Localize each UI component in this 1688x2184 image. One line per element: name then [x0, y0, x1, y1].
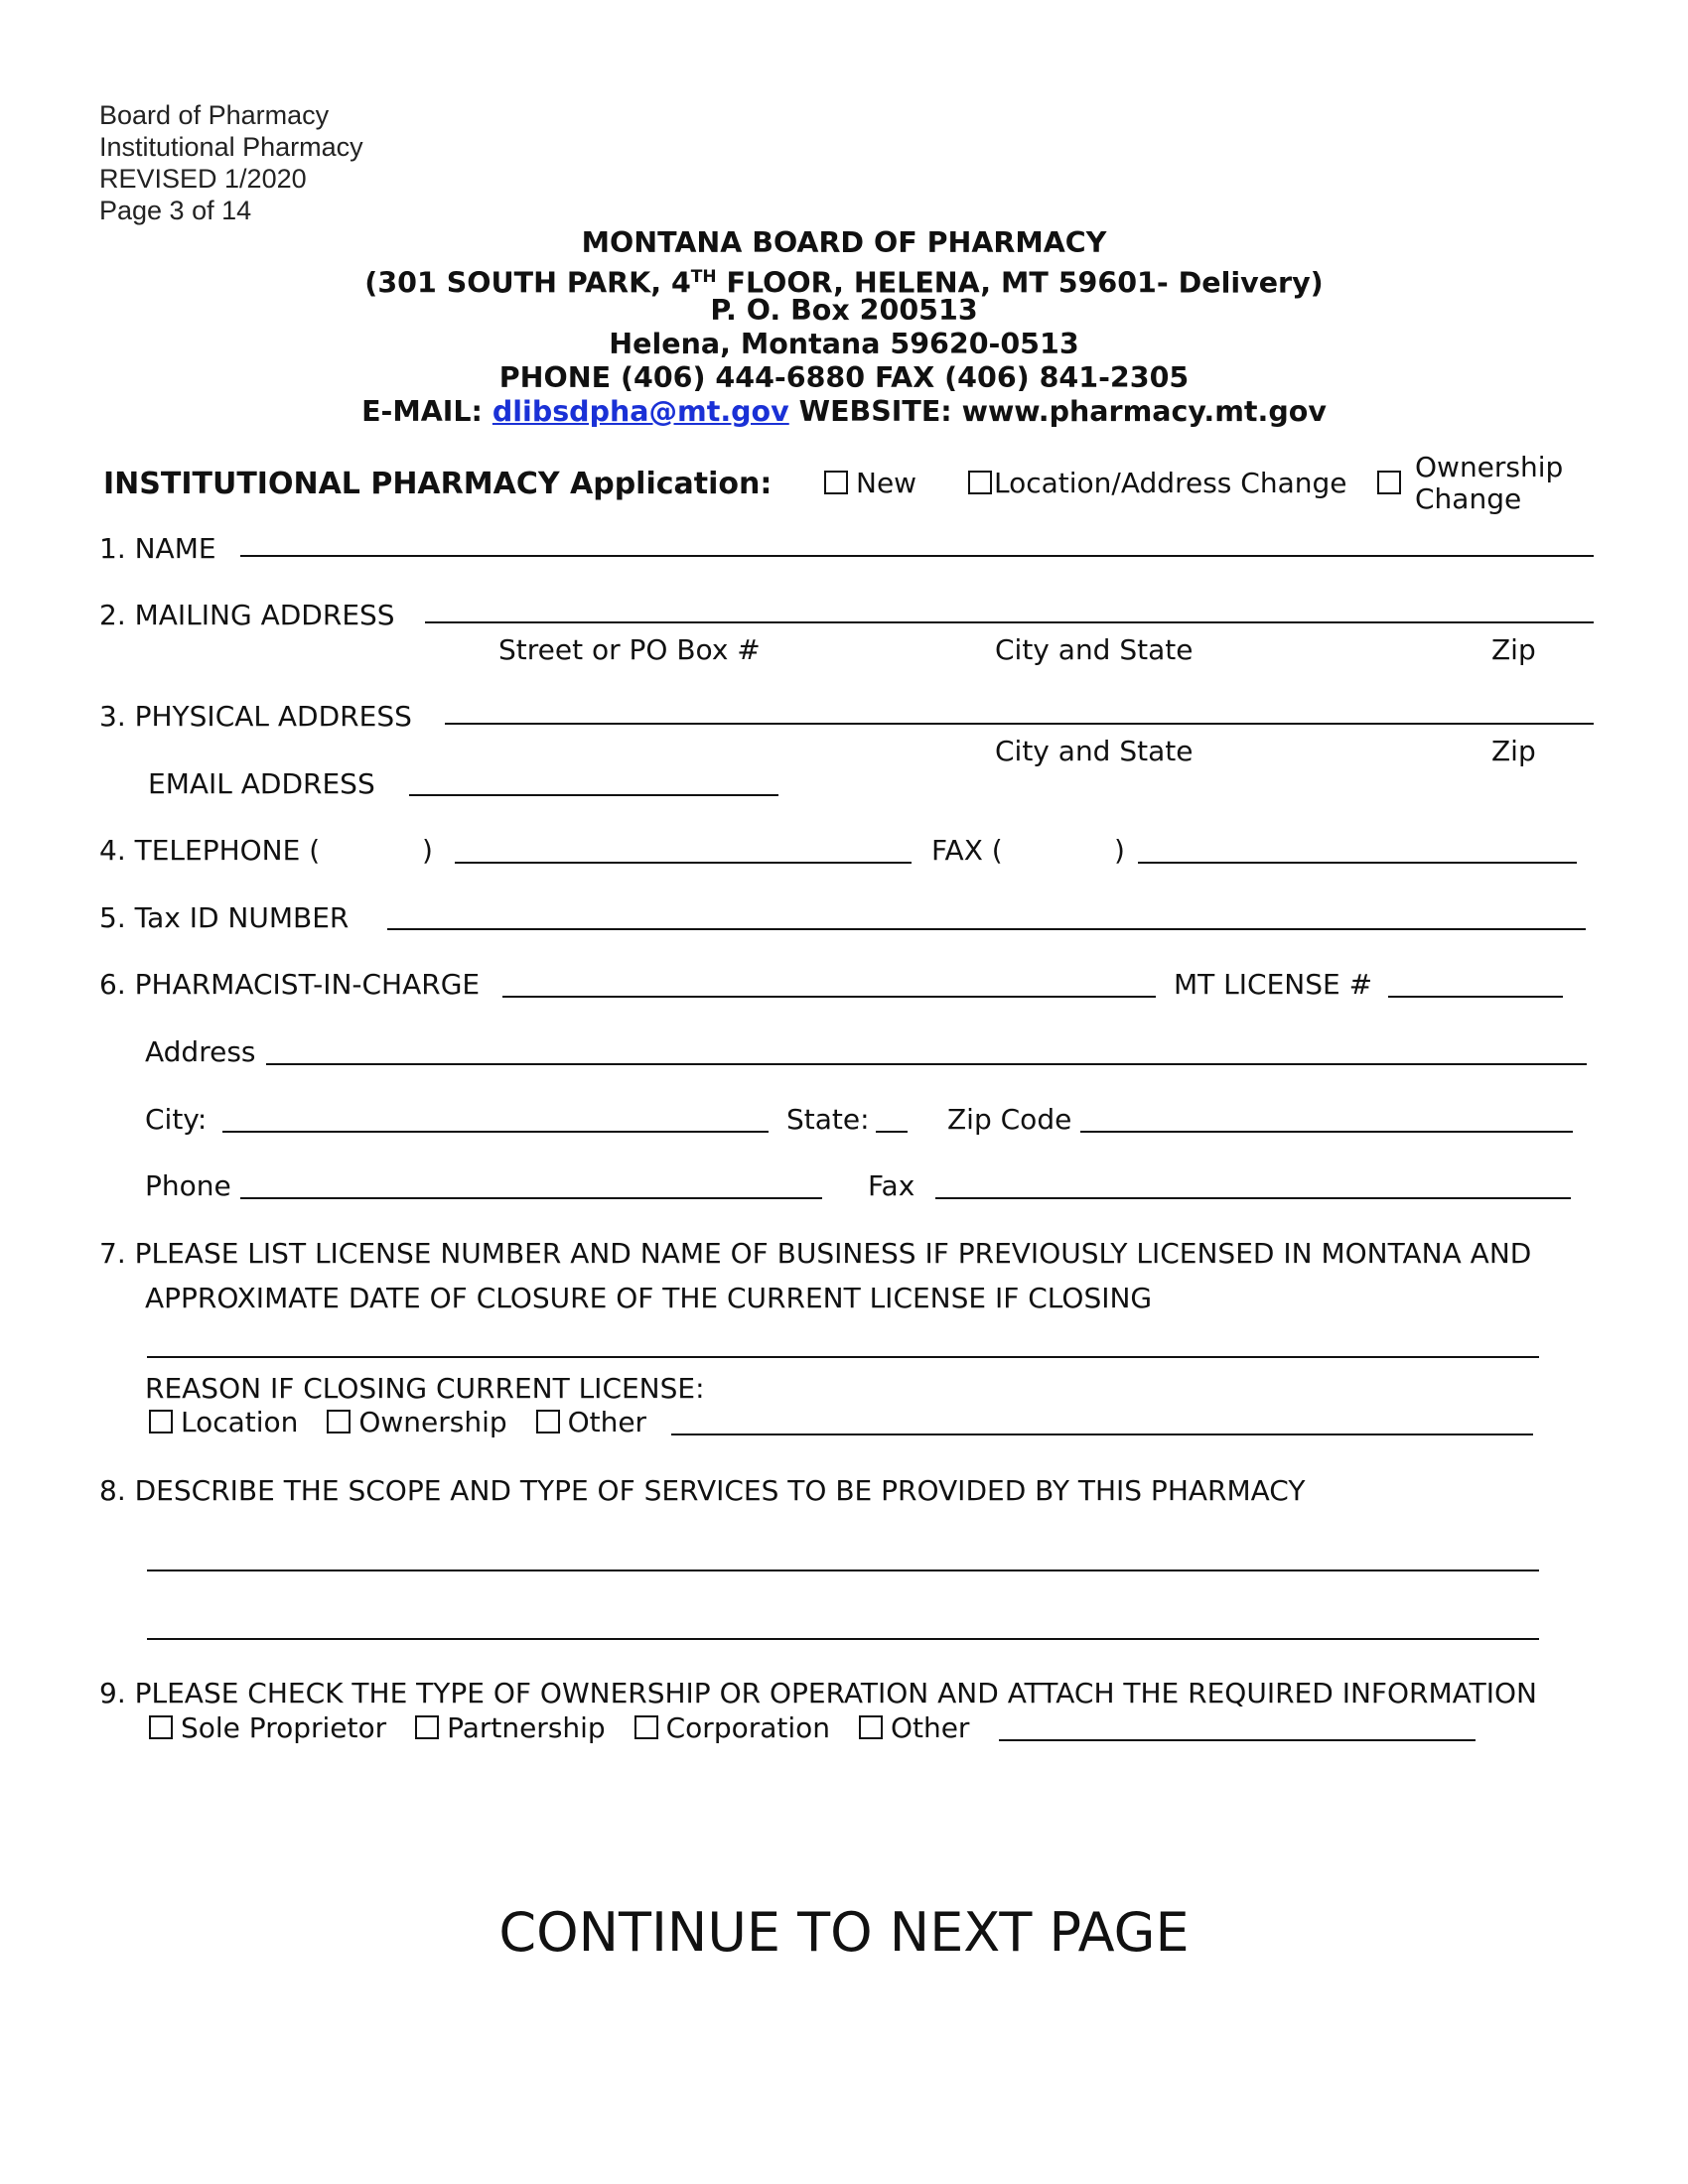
pic-city-line[interactable]	[222, 1131, 769, 1133]
q9-option-sole-proprietor[interactable]: Sole Proprietor	[149, 1711, 386, 1744]
checkbox-other[interactable]	[536, 1410, 560, 1433]
q7-other-line[interactable]	[671, 1433, 1533, 1435]
q7-option-other[interactable]: Other	[536, 1406, 647, 1438]
board-title: MONTANA BOARD OF PHARMACY	[581, 226, 1107, 259]
meta-board: Board of Pharmacy	[99, 100, 330, 130]
mailing-city: Helena, Montana 59620-0513	[609, 328, 1079, 360]
pic-address-label: Address	[145, 1035, 256, 1068]
q7-line2: APPROXIMATE DATE OF CLOSURE OF THE CURRENT LICENSE IF CLOSING	[145, 1282, 1153, 1314]
q8-answer-line-1[interactable]	[147, 1570, 1539, 1571]
pic-state-label: State:	[786, 1103, 870, 1136]
option-location-change[interactable]: Location/Address Change	[968, 467, 1346, 500]
application-label: INSTITUTIONAL PHARMACY Application:	[103, 467, 773, 501]
field-mailing-label: 2. MAILING ADDRESS	[99, 599, 395, 631]
q8-text: 8. DESCRIBE THE SCOPE AND TYPE OF SERVICES TO BE PROVIDED BY THIS PHARMACY	[99, 1474, 1306, 1507]
checkbox-sole-proprietor[interactable]	[149, 1715, 173, 1739]
mailing-line[interactable]	[425, 621, 1594, 623]
meta-form: Institutional Pharmacy	[99, 132, 363, 162]
pic-zip-line[interactable]	[1080, 1131, 1573, 1133]
q9-option-corporation[interactable]: Corporation	[634, 1711, 830, 1744]
checkbox-ownership[interactable]	[327, 1410, 351, 1433]
continue-next-page: CONTINUE TO NEXT PAGE	[498, 1901, 1190, 1964]
pic-line[interactable]	[502, 996, 1156, 998]
telephone-line[interactable]	[455, 862, 912, 864]
fax-label: FAX (	[931, 834, 1003, 867]
email-website: E-MAIL: dlibsdpha@mt.gov WEBSITE: www.pharmacy.mt.gov	[361, 395, 1327, 428]
fax-line[interactable]	[1138, 862, 1577, 864]
q9-options	[149, 1711, 989, 1745]
q7-reason-label: REASON IF CLOSING CURRENT LICENSE:	[145, 1372, 705, 1405]
checkbox-location[interactable]	[149, 1410, 173, 1433]
q7-answer-line[interactable]	[147, 1356, 1539, 1358]
pic-phone-label: Phone	[145, 1169, 231, 1202]
pic-fax-label: Fax	[868, 1169, 915, 1202]
option-new[interactable]: New	[824, 467, 916, 500]
email-label: EMAIL ADDRESS	[148, 767, 375, 800]
email-line[interactable]	[409, 794, 778, 796]
option-ownership-change-label: Ownership Change	[1415, 451, 1564, 515]
q7-line1: 7. PLEASE LIST LICENSE NUMBER AND NAME OF BUSINESS IF PREVIOUSLY LICENSED IN MONTANA AND	[99, 1237, 1532, 1270]
field-telephone-label: 4. TELEPHONE (	[99, 834, 321, 867]
name-line[interactable]	[240, 555, 1594, 557]
mt-license-line[interactable]	[1388, 996, 1563, 998]
meta-revised: REVISED 1/2020	[99, 164, 307, 194]
checkbox-other-ownership[interactable]	[859, 1715, 883, 1739]
pic-fax-line[interactable]	[935, 1197, 1571, 1199]
physical-line[interactable]	[445, 723, 1594, 725]
field-pic-label: 6. PHARMACIST-IN-CHARGE	[99, 968, 481, 1001]
q9-other-line[interactable]	[999, 1739, 1476, 1741]
city-state-hint: City and State	[995, 633, 1194, 666]
pic-zip-label: Zip Code	[947, 1103, 1072, 1136]
checkbox-ownership-change[interactable]	[1377, 471, 1401, 494]
checkbox-corporation[interactable]	[634, 1715, 658, 1739]
field-physical-label: 3. PHYSICAL ADDRESS	[99, 700, 412, 733]
pic-phone-line[interactable]	[240, 1197, 822, 1199]
fax-paren: )	[1114, 834, 1125, 867]
physical-zip-hint: Zip	[1491, 735, 1536, 767]
q9-option-other[interactable]: Other	[859, 1711, 970, 1744]
checkbox-new[interactable]	[824, 471, 848, 494]
pic-city-label: City:	[145, 1103, 208, 1136]
q9-text: 9. PLEASE CHECK THE TYPE OF OWNERSHIP OR OPERATION AND ATTACH THE REQUIRED INFORMATION	[99, 1677, 1537, 1709]
q9-option-partnership[interactable]: Partnership	[415, 1711, 606, 1744]
email-link[interactable]: dlibsdpha@mt.gov	[492, 395, 789, 428]
q7-options	[149, 1406, 666, 1439]
street-hint: Street or PO Box #	[498, 633, 761, 666]
q8-answer-line-2[interactable]	[147, 1638, 1539, 1640]
checkbox-partnership[interactable]	[415, 1715, 439, 1739]
field-name-label: 1. NAME	[99, 532, 216, 565]
mt-license-label: MT LICENSE #	[1174, 968, 1373, 1001]
field-taxid-label: 5. Tax ID NUMBER	[99, 901, 350, 934]
po-box: P. O. Box 200513	[710, 294, 978, 327]
telephone-paren: )	[422, 834, 433, 867]
phone-fax: PHONE (406) 444-6880 FAX (406) 841-2305	[498, 361, 1190, 394]
taxid-line[interactable]	[387, 928, 1586, 930]
q7-option-location[interactable]: Location	[149, 1406, 298, 1438]
physical-city-state-hint: City and State	[995, 735, 1194, 767]
pic-state-line[interactable]	[876, 1131, 908, 1133]
delivery-address: (301 SOUTH PARK, 4TH FLOOR, HELENA, MT 59601- Delivery)	[364, 266, 1324, 300]
checkbox-location-change[interactable]	[968, 471, 992, 494]
zip-hint: Zip	[1491, 633, 1536, 666]
meta-page: Page 3 of 14	[99, 196, 252, 225]
q7-option-ownership[interactable]: Ownership	[327, 1406, 506, 1438]
pic-address-line[interactable]	[266, 1063, 1587, 1065]
